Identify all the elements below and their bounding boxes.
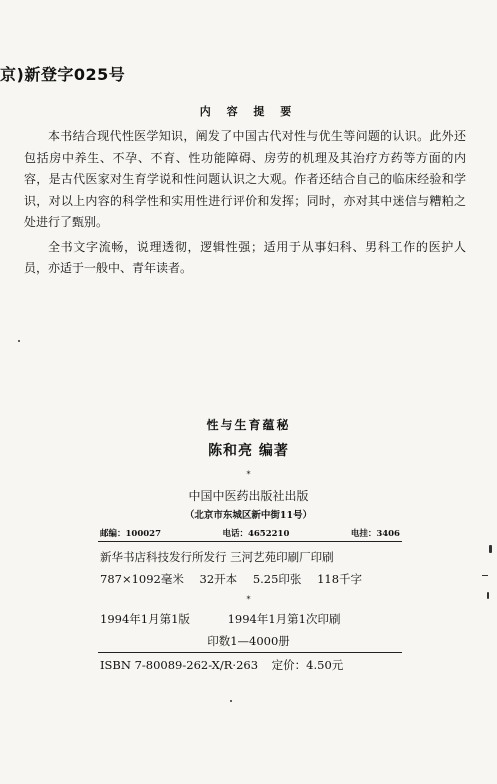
edition: 1994年1月第1版	[100, 612, 190, 626]
author-line: 陈和亮 编著	[208, 443, 289, 459]
print-run: 印数1—4000册	[207, 634, 290, 648]
summary-paragraph: 本书结合现代性医学知识，阐发了中国古代对性与优生等问题的认识。此外还包括房中养生、不孕、不育、性功能障碍、房劳的机理及其治疗方药等方面的内容，是古代医家对生育学说和性问题认识之大观。作者还结合自己的临床经验和学识，对以上内容的科学性和实用性进行评价和发挥；同时，亦对其中迷信与糟粕之处进行了甄别。	[24, 129, 466, 229]
postcode: 邮编：100027	[100, 529, 161, 539]
book-title: 性与生育蕴秘	[206, 418, 291, 432]
isbn: ISBN 7-80089-262-X/R·263	[100, 658, 259, 672]
phone: 电话：4652210	[222, 529, 290, 539]
scan-speck	[482, 575, 488, 576]
isbn-line	[100, 657, 353, 673]
printed-sheets: 5.25印张	[252, 572, 302, 586]
star-divider: *	[246, 470, 251, 479]
kai-format: 32开本	[199, 572, 238, 586]
word-count: 118千字	[317, 572, 363, 586]
summary-body	[24, 126, 466, 283]
summary-paragraph: 全书文字流畅，说理透彻，逻辑性强；适用于从事妇科、男科工作的医护人员，亦适于一般中、青年读者。	[24, 239, 466, 275]
publisher-line: 中国中医药出版社出版	[188, 489, 309, 503]
cable-address: 电挂：3406	[350, 529, 400, 539]
star-divider: *	[246, 595, 251, 604]
edition-line	[100, 611, 352, 627]
contact-row	[100, 527, 400, 539]
scan-speck	[18, 340, 20, 342]
scan-speck	[230, 700, 232, 702]
rule-top	[98, 541, 402, 542]
publisher-address: （北京市东城区新中街11号）	[184, 510, 313, 521]
scan-speck	[489, 545, 492, 553]
registration-number: 京)新登字025号	[0, 65, 126, 84]
format-line	[100, 571, 374, 587]
printing: 1994年1月第1次印刷	[227, 612, 341, 626]
distribution-line: 新华书店科技发行所发行 三河艺苑印刷厂印刷	[100, 550, 334, 564]
summary-heading: 内 容 提 要	[199, 105, 298, 118]
rule-bottom	[98, 652, 402, 653]
paper-format: 787×1092毫米	[100, 572, 184, 586]
price: 定价：4.50元	[271, 658, 344, 672]
scan-speck	[487, 592, 489, 599]
